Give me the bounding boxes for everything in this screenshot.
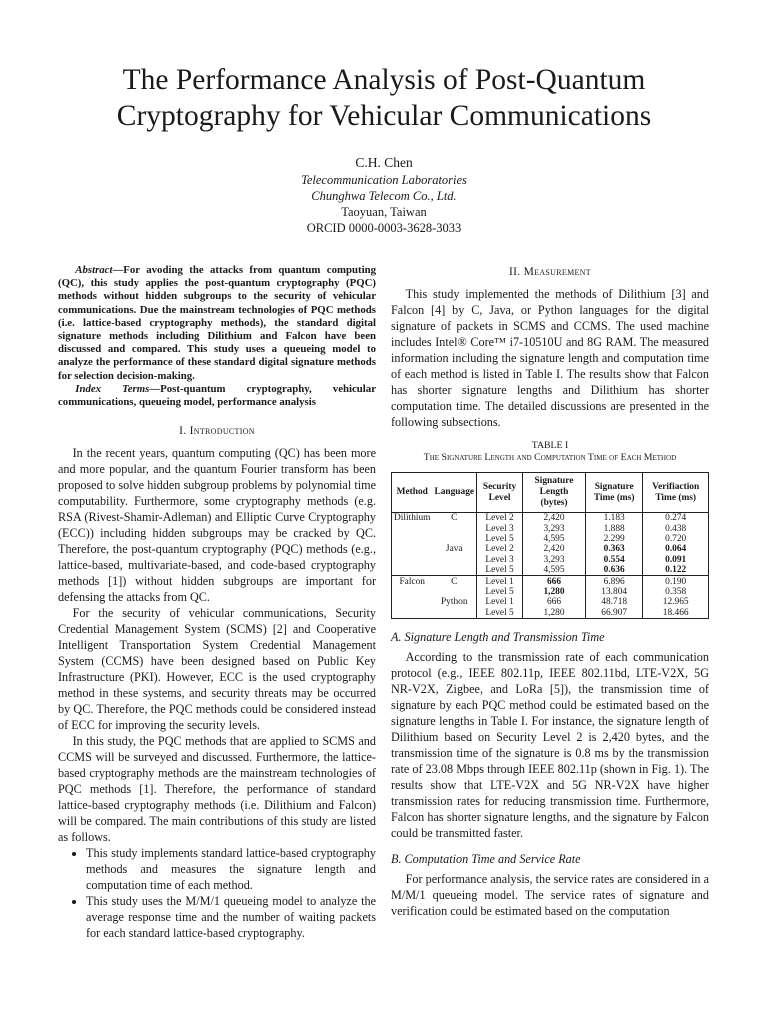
table-cell [432,565,476,576]
table-cell: 0.636 [585,565,642,576]
index-terms-text: —Post-quantum cryptography, vehicular communications, queueing model, performance analysis [58,382,376,409]
table-cell: Level 3 [477,555,523,565]
table-cell: Level 1 [477,576,523,587]
table-cell: 13.804 [585,587,642,597]
table-cell: 0.091 [643,555,709,565]
header-security-level: Security Level [477,473,523,513]
table-cell: 0.122 [643,565,709,576]
table-cell: Dilithium [392,513,433,524]
table-cell [432,608,476,619]
contribution-item: • This study implements standard lattice-based cryptography methods and measures the signature length and computation time of each method. [86,845,376,893]
contribution-item: • This study uses the M/M/1 queueing model to analyze the average response time and the number of waiting packets for each standard lattice-based cryptography. [86,893,376,941]
table-cell [392,587,433,597]
table-cell: Level 3 [477,523,523,533]
subsection-heading-b: B. Computation Time and Service Rate [391,851,581,866]
table-cell: Level 1 [477,597,523,607]
intro-paragraph-1: In the recent years, quantum computing (QC) has been more and more popular, and the quantum Fourier transform has been proposed to solve hidden subgroup problems by polynomial time computability. Furthermore, some cryptography methods (e.g. RSA (Rivest-Shamir-Adleman) and Elliptic Curve Cryptography (ECC)) including hidden subgroups may be cracked by QC. Therefore, the post-quantum cryptography (PQC) methods (e.g., lattice-based, multivariate-based, and code-based cryptography methods [1]) without hidden subgroups are important for defensing the attacks from QC. [58,446,376,605]
header-method: Method [392,473,433,513]
abstract [58,264,376,383]
table-cell: C [432,513,476,524]
table-cell: 3,293 [523,523,586,533]
table-cell: 4,595 [523,565,586,576]
table-cell: 1.888 [585,523,642,533]
table-cell: 1.183 [585,513,642,524]
abstract-text: —For avoding the attacks from quantum computing (QC), this study applies the post-quantum cryptography (PQC) methods without hidden subgroups to the security of vehicular communications. Due the mainstream technologies of PQC methods (i.e. lattice-based cryptography methods), the standard digital signature methods including Dilithium and Falcon have been discussed and compared. This study uses a queueing model to analyze the performance of these standard digital signature methods for selection decision-making. [58,264,376,382]
table-cell: 2,420 [523,544,586,554]
table-body [392,513,709,619]
author-org-2: Chunghwa Telecom Co., Ltd. [311,189,457,203]
table-cell: Falcon [392,576,433,587]
table-cell: 666 [523,597,586,607]
table-cell: 0.274 [643,513,709,524]
intro-paragraph-2: For the security of vehicular communications, Security Credential Management System (SCMS) [2] and Cooperative Intelligent Transportation System Credential Management System (CCMS) have been designed based on Public Key Infrastructure (PKI). However, ECC is the used cryptography method in these systems, and security threats may be occurred by QC. Therefore, the PQC methods could be considered instead of ECC for improving the security levels. [58,606,376,733]
intro-paragraph-3: In this study, the PQC methods that are applied to SCMS and CCMS will be surveyed and discussed. Furthermore, the lattice-based cryptography methods are the mainstream technologies of PQC methods [1]. Therefore, the performance of standard lattice-based cryptography methods (i.e. Dilithium and Falcon) will be compared. The main contributions of this study are listed as follows. [58,734,376,845]
section-heading-measurement: II. Measurement [509,266,591,278]
table-cell: 0.438 [643,523,709,533]
table-cell [392,565,433,576]
table-cell: 4,595 [523,534,586,544]
table-cell: 0.554 [585,555,642,565]
header-signature-length: Signature Length (bytes) [523,473,586,513]
header-signature-time: Signature Time (ms) [585,473,642,513]
table-title: The Signature Length and Computation Time of Each Method [423,452,677,463]
table-cell: Level 2 [477,544,523,554]
table-cell: 6.896 [585,576,642,587]
table-cell [392,523,433,533]
table-cell: Level 5 [477,608,523,619]
table-cell [432,534,476,544]
measurement-paragraph: This study implemented the methods of Dilithium [3] and Falcon [4] by C, Java, or Python languages for the digital signature of packets in SCMS and CCMS. The used machine includes Intel® Core™ i7-10510U and 8G RAM. The measured information including the signature length and computation time of each method is listed in Table I. The results show that Falcon has shorter signature lengths and Dilithium has shorter computation time. The detailed discussions are presented in the following subsections. [391,287,709,429]
table-cell [392,555,433,565]
table-row [392,576,709,587]
table-cell: 0.363 [585,544,642,554]
left-column [58,264,376,941]
table-label: TABLE I [531,440,569,451]
table-cell [392,597,433,607]
table-cell: 3,293 [523,555,586,565]
index-terms [58,383,376,409]
table-cell: 2.299 [585,534,642,544]
author-city: Taoyuan, Taiwan [341,205,427,219]
index-terms-lead: Index Terms [75,382,150,395]
table-cell: 1,280 [523,608,586,619]
header-verification-time: Verifiaction Time (ms) [643,473,709,513]
table-row [392,597,709,607]
table-row [392,555,709,565]
table-row [392,534,709,544]
table-row [392,608,709,619]
table-cell: 0.720 [643,534,709,544]
table-cell: 48.718 [585,597,642,607]
table-cell: 2,420 [523,513,586,524]
table-cell: Level 5 [477,534,523,544]
title-line-2: Cryptography for Vehicular Communications [116,100,652,132]
author-name: C.H. Chen [355,155,413,170]
section-heading-introduction: I. Introduction [179,425,255,438]
table-cell [392,608,433,619]
table-cell: 66.907 [585,608,642,619]
table-cell: Python [440,597,468,608]
results-table [391,472,709,619]
table-cell [392,544,433,554]
subsection-b-paragraph: For performance analysis, the service rates are considered in a M/M/1 queueing model. The service rates of signature and verification could be estimated based on the computation [391,871,709,918]
table-cell: 1,280 [523,587,586,597]
table-row [392,513,709,524]
table-cell [432,555,476,565]
table-header-row [392,473,709,513]
table-row [392,565,709,576]
table-cell: Java [445,544,463,555]
table-cell: C [432,576,476,587]
contributions-list [58,845,376,941]
table-cell: 0.064 [643,544,709,554]
table-cell: 12.965 [643,597,709,607]
table-cell [432,587,476,597]
abstract-lead: Abstract [75,264,113,276]
table-cell [432,523,476,533]
table-row [392,587,709,597]
table-cell: Level 5 [477,565,523,576]
title-line-1: The Performance Analysis of Post-Quantum [122,64,646,96]
table-cell: Level 2 [477,513,523,524]
table-row [392,544,709,554]
table-cell: Level 5 [477,587,523,597]
table-cell: 0.190 [643,576,709,587]
paper-title [0,62,768,134]
table-cell: 18.466 [643,608,709,619]
author-orcid: ORCID 0000-0003-3628-3033 [306,221,462,235]
table-cell: 0.358 [643,587,709,597]
subsection-heading-a: A. Signature Length and Transmission Time [391,629,605,644]
table-caption [391,440,709,464]
header-language: Language [432,473,476,513]
table-cell [392,534,433,544]
table-cell: 666 [523,576,586,587]
subsection-a-paragraph: According to the transmission rate of each communication protocol (e.g., IEEE 802.11p, IEEE 802.11bd, LTE-V2X, 5G NR-V2X, Zigbee, and LoRa [5]), the transmission time of signature by each PQC method could be estimated based on the signature lengths in Table I. For instance, the signature length of Dilithium based on Security Level 2 is 2,420 bytes, and the transmission time of the signature is 0.8 ms by the transmission rate of 23.08 Mbps through IEEE 802.11p (shown in Fig. 1). The results show that LTE-V2X and 5G NR-V2X have higher transmission rates for reducing transmission time. Furthermore, Falcon has shorter signature lengths, and the signature by Falcon could be transmitted faster. [391,649,709,840]
author-block [0,154,768,236]
right-column [391,264,709,919]
author-org-1: Telecommunication Laboratories [301,173,467,187]
table-row [392,523,709,533]
